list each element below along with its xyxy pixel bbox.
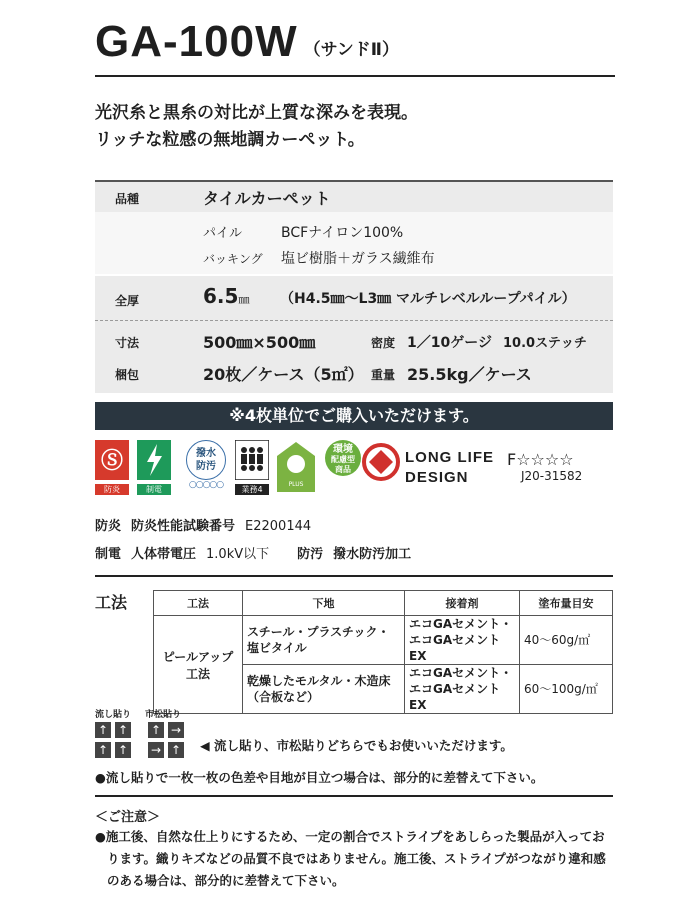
eco-label-mid: 配慮型: [331, 455, 355, 464]
density-label: 密度: [371, 336, 396, 350]
water-repellent-icon: [183, 440, 229, 490]
method-name: ピールアップ工法: [162, 649, 234, 681]
spec-row-dimensions: [95, 276, 613, 393]
section-divider: [95, 575, 613, 577]
pattern-label-straight: 流し貼り: [95, 710, 132, 720]
arrow-up-icon: ↑: [115, 742, 131, 758]
eco-product-icon: [323, 440, 363, 476]
fire-info-line: [95, 515, 321, 534]
purchase-notice-banner: ※4枚単位でご購入いただけます。: [95, 402, 613, 430]
checker-lay-diagram: [148, 722, 188, 762]
arrow-right-icon: →: [168, 722, 184, 738]
intro-text: [95, 100, 418, 154]
base-cell: 乾燥したモルタル・木造床（合板など）: [243, 665, 405, 714]
pack-value: 20枚／ケース（5㎡）: [203, 365, 364, 384]
long-life-line-1: LONG LIFE: [405, 449, 494, 466]
type-label: 品種: [115, 192, 140, 206]
size-label: 寸法: [115, 336, 140, 350]
method-header-3: 塗布量目安: [520, 591, 613, 616]
method-header-1: 下地: [243, 591, 405, 616]
stain-label: 防汚: [297, 547, 324, 562]
method-table: [153, 590, 613, 714]
certification-icons: [95, 440, 615, 500]
adhesive-cell: エコGAセメント・エコGAセメントEX: [405, 616, 520, 665]
product-title: [95, 18, 399, 66]
water-repellent-circle: [186, 440, 226, 480]
method-header-row: [154, 591, 613, 616]
certification-number: J20-31582: [521, 469, 583, 483]
arrow-up-icon: ↑: [95, 722, 111, 738]
base-cell: スチール・プラスチック・塩ビタイル: [243, 616, 405, 665]
method-header-0: 工法: [154, 591, 243, 616]
thickness-unit: ㎜: [238, 293, 250, 306]
pile-label: パイル: [203, 226, 243, 241]
size-value: 500㎜×500㎜: [203, 333, 316, 352]
eco-label-bot: 商品: [335, 465, 351, 474]
table-row: [154, 616, 613, 665]
eco-label-top: 環境: [333, 444, 353, 455]
formaldehyde-rating: [507, 450, 582, 483]
svg-text:Ⓢ: Ⓢ: [100, 449, 124, 474]
method-heading: 工法: [95, 593, 128, 612]
pattern-label-checker: 市松貼り: [145, 710, 182, 720]
fire-label: 防炎: [95, 484, 129, 495]
title-divider: [95, 75, 615, 77]
model-number: GA-100W: [95, 17, 298, 66]
antistatic-icon: [137, 440, 171, 495]
weight-label: 重量: [371, 368, 396, 382]
backing-value: 塩ビ樹脂＋ガラス繊維布: [281, 251, 435, 267]
amount-cell: 40～60g/㎡: [520, 616, 613, 665]
fire-retardant-icon: [95, 440, 129, 495]
method-header-2: 接着剤: [405, 591, 520, 616]
spec-row-material: [95, 212, 613, 274]
caution-heading: ＜ご注意＞: [95, 810, 161, 825]
arrow-right-icon: →: [148, 742, 164, 758]
caution-divider: [95, 795, 613, 797]
fire-retardant-mark: [95, 440, 129, 480]
laying-note: ◀ 流し貼り、市松貼りどちらでもお使いいただけます。: [200, 738, 513, 753]
pile-value: BCFナイロン100%: [281, 225, 404, 241]
business-use-icon: [235, 440, 269, 495]
thickness-detail: （H4.5㎜～L3㎜ マルチレベルループパイル）: [280, 291, 576, 307]
business-label: 業務4: [235, 484, 269, 495]
backing-label: バッキング: [203, 252, 263, 266]
spec-dashed-divider: [95, 320, 613, 321]
fire-info-number: E2200144: [245, 519, 312, 534]
good-design-mark: [361, 442, 401, 482]
spec-row-type: [95, 180, 613, 212]
stain-value: 撥水防汚加工: [333, 547, 412, 562]
spec-table: [95, 180, 613, 393]
g-mark-icon: [361, 442, 401, 486]
long-life-design: [405, 448, 494, 488]
water-drops-icon: ○○○○○: [188, 480, 224, 490]
green-label-icon: [275, 440, 317, 498]
intro-line-1: 光沢糸と黒糸の対比が上質な深みを表現。: [95, 103, 418, 123]
green-label-plus: PLUS: [288, 481, 304, 488]
formaldehyde-stars: F☆☆☆☆: [507, 450, 574, 469]
thickness-label: 全厚: [115, 294, 140, 308]
pack-label: 梱包: [115, 368, 140, 382]
static-info-line: [95, 543, 421, 562]
static-info-label: 制電: [95, 547, 122, 562]
arrow-up-icon: ↑: [148, 722, 164, 738]
thickness-value: [203, 284, 249, 308]
static-info-text: 人体帯電圧: [131, 547, 197, 562]
stitch-value: 10.0ステッチ: [503, 336, 587, 351]
green-label-mark: [275, 440, 317, 494]
long-life-line-2: DESIGN: [405, 469, 469, 486]
water-label-bottom: 防汚: [196, 461, 216, 472]
amount-cell: 60～100g/㎡: [520, 665, 613, 714]
fire-info-label: 防炎: [95, 519, 122, 534]
method-name-cell: [154, 616, 243, 714]
intro-line-2: リッチな粒感の無地調カーペット。: [95, 130, 365, 150]
adhesive-cell: エコGAセメント・エコGAセメントEX: [405, 665, 520, 714]
weight-value: 25.5kg／ケース: [407, 365, 532, 384]
eco-circle: [325, 440, 361, 476]
people-icon: [235, 440, 269, 480]
static-info-value: 1.0kV以下: [206, 547, 270, 562]
type-value: タイルカーペット: [203, 189, 331, 208]
arrow-up-icon: ↑: [95, 742, 111, 758]
water-label-top: 撥水: [196, 448, 216, 459]
static-label: 制電: [137, 484, 171, 495]
thickness-number: 6.5: [203, 284, 239, 308]
color-name: （サンドⅡ）: [303, 40, 399, 60]
caution-text: ●施工後、自然な仕上りにするため、一定の割合でストライプをあしらった製品が入っております。織りキズなどの品質不良ではありません。施工後、ストライプがつながり違和感のある場合は、部分的に差替えて下さい。: [95, 829, 606, 888]
antistatic-mark: [137, 440, 171, 480]
fire-info-text: 防炎性能試験番号: [131, 519, 236, 534]
density-value: 1／10ゲージ: [407, 335, 492, 351]
laying-bullet: ●流し貼りで一枚一枚の色差や目地が目立つ場合は、部分的に差替えて下さい。: [95, 770, 544, 785]
arrow-up-icon: ↑: [168, 742, 184, 758]
straight-lay-diagram: [95, 722, 135, 762]
arrow-up-icon: ↑: [115, 722, 131, 738]
